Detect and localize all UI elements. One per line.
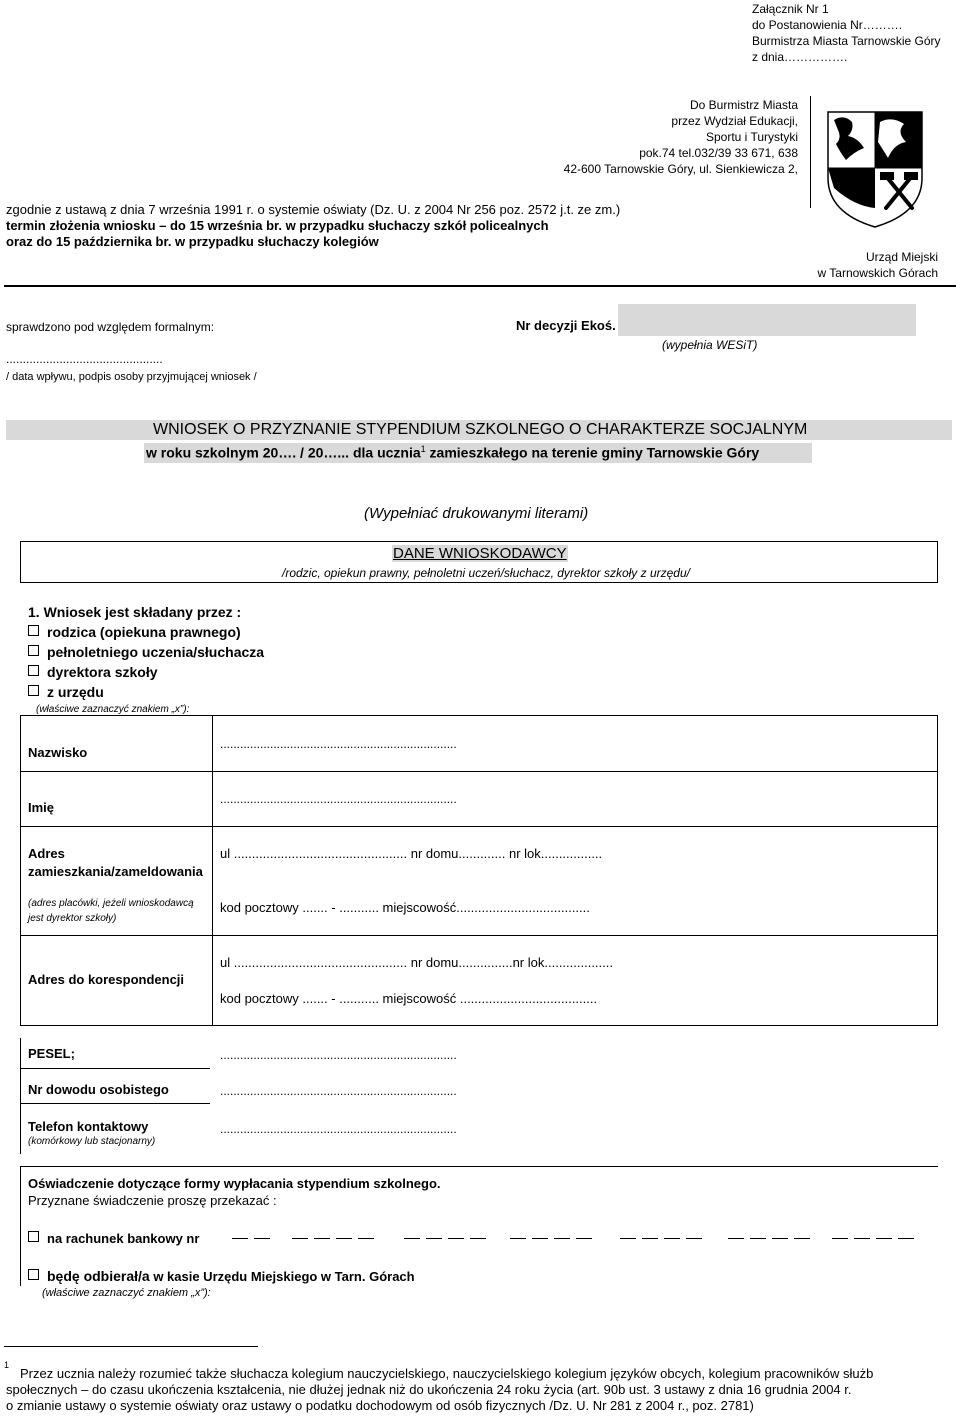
account-digit-blank[interactable]: [772, 1238, 788, 1239]
checkbox-icon[interactable]: [28, 625, 39, 636]
checkbox-icon[interactable]: [28, 1231, 39, 1242]
account-digit-blank[interactable]: [664, 1238, 680, 1239]
checkbox-icon[interactable]: [28, 645, 39, 656]
option-adult-student[interactable]: [28, 644, 264, 660]
account-digit-blank[interactable]: [620, 1238, 636, 1239]
account-digit-blank[interactable]: [254, 1238, 270, 1239]
legal-basis: zgodnie z ustawą z dnia 7 września 1991 r. o systemie oświaty (Dz. U. z 2004 Nr 256 poz. 2572 j.t. ze zm.): [6, 202, 621, 217]
applicant-heading: DANE WNIOSKODAWCY: [393, 545, 567, 562]
deadline-line1: termin złożenia wniosku – do 15 września br. w przypadku słuchaczy szkół policealnych: [6, 218, 549, 233]
submitted-by-label: 1. Wniosek jest składany przez :: [28, 604, 242, 620]
addressee-line4: pok.74 tel.032/39 33 671, 638: [639, 146, 798, 160]
option-parent[interactable]: [28, 624, 241, 640]
intake-note: / data wpływu, podpis osoby przyjmującej wniosek /: [6, 371, 257, 383]
account-digit-blank[interactable]: [232, 1238, 248, 1239]
account-digit-blank[interactable]: [404, 1238, 420, 1239]
addressee-line5: 42-600 Tarnowskie Góry, ul. Sienkiewicza 2,: [563, 162, 798, 176]
annex-line2: do Postanowienia Nr……….: [752, 18, 903, 32]
account-digit-blank[interactable]: [470, 1238, 486, 1239]
account-digit-blank[interactable]: [426, 1238, 442, 1239]
coat-of-arms-icon: [824, 108, 926, 230]
office-line2: w Tarnowskich Górach: [817, 266, 938, 280]
account-digit-blank[interactable]: [854, 1238, 870, 1239]
fill-note: (Wypełniać drukowanymi literami): [364, 505, 589, 522]
annex-line1: Załącznik Nr 1: [752, 2, 829, 16]
account-digit-blank[interactable]: [532, 1238, 548, 1239]
address-note1: (adres placówki, jeżeli wnioskodawcą: [28, 898, 194, 909]
address-note2: jest dyrektor szkoły): [28, 913, 117, 924]
id-label: Nr dowodu osobistego: [28, 1082, 169, 1097]
account-digit-blank[interactable]: [728, 1238, 744, 1239]
footnote-line3: o zmianie ustawy o systemie oświaty oraz ustawy o podatku dochodowym od osób fizycznych /Dz. U. Nr 281 z 2004 r., poz. 2781): [6, 1398, 754, 1413]
footnote-line2: społecznych – do czasu ukończenia kształcenia, nie dłużej jednak niż do ukończenia 24 roku życia (art. 90b ust. 3 ustawy z dnia 16 grudnia 2004 r.: [6, 1382, 852, 1397]
option-ex-officio[interactable]: [28, 684, 104, 700]
address-label1: Adres: [28, 846, 65, 861]
pesel-label: PESEL;: [28, 1046, 75, 1061]
addressee-line2: przez Wydział Edukacji,: [671, 114, 798, 128]
account-digit-blank[interactable]: [832, 1238, 848, 1239]
account-digit-blank[interactable]: [554, 1238, 570, 1239]
option-cash-desk-label: będę odbierał/a: [47, 1268, 150, 1284]
account-digit-blank[interactable]: [642, 1238, 658, 1239]
footnote-line1: Przez ucznia należy rozumieć także słuchacza kolegium nauczycielskiego, nauczycielskiego kolegium języków obcych, kolegium pracowników służb: [20, 1366, 874, 1381]
account-digit-blank[interactable]: [876, 1238, 892, 1239]
decision-number-field[interactable]: [618, 304, 916, 336]
office-line1: Urząd Miejski: [865, 250, 938, 264]
payment-note: (właściwe zaznaczyć znakiem „x”):: [42, 1287, 211, 1299]
address-street-field[interactable]: ul ................................................ nr domu............. nr lok.................: [220, 846, 603, 861]
phone-label: Telefon kontaktowy: [28, 1119, 149, 1134]
school-year-text: w roku szkolnym 20…. / 20…... dla ucznia: [146, 444, 421, 461]
addressee-line3: Sportu i Turystyki: [705, 130, 798, 144]
addressee-line1: Do Burmistrz Miasta: [689, 98, 798, 112]
phone-note: (komórkowy lub stacjonarny): [28, 1136, 156, 1147]
footnote-mark: 1: [4, 1360, 10, 1370]
name-field[interactable]: .......................................................................: [220, 792, 457, 806]
row-divider: [20, 1068, 210, 1069]
account-digit-blank[interactable]: [686, 1238, 702, 1239]
form-title: WNIOSEK O PRZYZNANIE STYPENDIUM SZKOLNEGO O CHARAKTERZE SOCJALNYM: [153, 421, 808, 438]
account-digit-blank[interactable]: [448, 1238, 464, 1239]
row-divider: [20, 935, 938, 936]
name-label: Imię: [28, 800, 55, 815]
row-divider: [20, 826, 938, 827]
option-bank-account[interactable]: [28, 1231, 199, 1246]
submitted-by-note: (właściwe zaznaczyć znakiem „x”):: [36, 704, 190, 715]
account-digit-blank[interactable]: [314, 1238, 330, 1239]
option-cash-desk[interactable]: [28, 1268, 415, 1284]
account-digit-blank[interactable]: [898, 1238, 914, 1239]
school-year-line: [146, 444, 759, 461]
address-postal-field[interactable]: kod pocztowy ....... - ........... miejscowość.....................................: [220, 900, 590, 915]
payment-rule: [20, 1166, 938, 1167]
account-digit-blank[interactable]: [336, 1238, 352, 1239]
correspondence-postal-field[interactable]: kod pocztowy ....... - ........... miejscowość ......................................: [220, 991, 598, 1006]
annex-line4: z dnia…………….: [752, 50, 848, 64]
address-label2: zamieszkania/zameldowania: [28, 864, 203, 879]
payment-left-rule: [20, 1166, 21, 1286]
account-digit-blank[interactable]: [576, 1238, 592, 1239]
checkbox-icon[interactable]: [28, 685, 39, 696]
checkbox-icon[interactable]: [28, 1269, 39, 1280]
option-parent-label: rodzica (opiekuna prawnego): [47, 624, 241, 640]
correspondence-label: Adres do korespondencji: [28, 972, 185, 987]
checkbox-icon[interactable]: [28, 665, 39, 676]
surname-label: Nazwisko: [28, 745, 88, 760]
surname-field[interactable]: .......................................................................: [220, 737, 457, 751]
school-year-rest: zamieszkałego na terenie gminy Tarnowskie Góry: [425, 444, 760, 461]
phone-field[interactable]: .......................................................................: [220, 1122, 457, 1136]
checked-label: sprawdzono pod względem formalnym:: [6, 320, 215, 334]
correspondence-street-field[interactable]: ul ................................................ nr domu...............nr lok...................: [220, 955, 613, 970]
intake-dots: ...............................................: [6, 352, 163, 366]
left-rule: [20, 1038, 21, 1154]
header-rule: [4, 285, 956, 287]
decision-note: (wypełnia WESiT): [662, 338, 758, 352]
payment-sub: Przyznane świadczenie proszę przekazać :: [28, 1193, 277, 1208]
account-digit-blank[interactable]: [292, 1238, 308, 1239]
applicant-sub: /rodzic, opiekun prawny, pełnoletni uczeń/słuchacz, dyrektor szkoły z urzędu/: [282, 566, 690, 580]
row-divider: [20, 771, 938, 772]
decision-label: Nr decyzji Ekoś.: [516, 318, 616, 333]
option-adult-student-label: pełnoletniego uczenia/słuchacza: [47, 644, 265, 660]
table-divider: [212, 715, 213, 1026]
footnote-rule: [4, 1346, 258, 1347]
option-director-label: dyrektora szkoły: [47, 664, 158, 680]
option-bank-account-label: na rachunek bankowy nr: [47, 1231, 200, 1246]
deadline-line2: oraz do 15 października br. w przypadku słuchaczy kolegiów: [6, 234, 379, 249]
payment-heading: Oświadczenie dotyczące formy wypłacania stypendium szkolnego.: [28, 1176, 441, 1191]
account-digit-blank[interactable]: [750, 1238, 766, 1239]
account-digit-blank[interactable]: [358, 1238, 374, 1239]
option-ex-officio-label: z urzędu: [47, 684, 104, 700]
account-digit-blank[interactable]: [794, 1238, 810, 1239]
pesel-field[interactable]: .......................................................................: [220, 1048, 457, 1062]
crest-divider: [810, 96, 811, 208]
id-number-field[interactable]: .......................................................................: [220, 1084, 457, 1098]
option-director[interactable]: [28, 664, 158, 680]
footnote-ref: 1: [420, 444, 426, 454]
annex-line3: Burmistrza Miasta Tarnowskie Góry: [752, 34, 941, 48]
account-digit-blank[interactable]: [510, 1238, 526, 1239]
row-divider: [20, 1103, 210, 1104]
option-cash-desk-rest: w kasie Urzędu Miejskiego w Tarn. Górach: [149, 1269, 415, 1284]
